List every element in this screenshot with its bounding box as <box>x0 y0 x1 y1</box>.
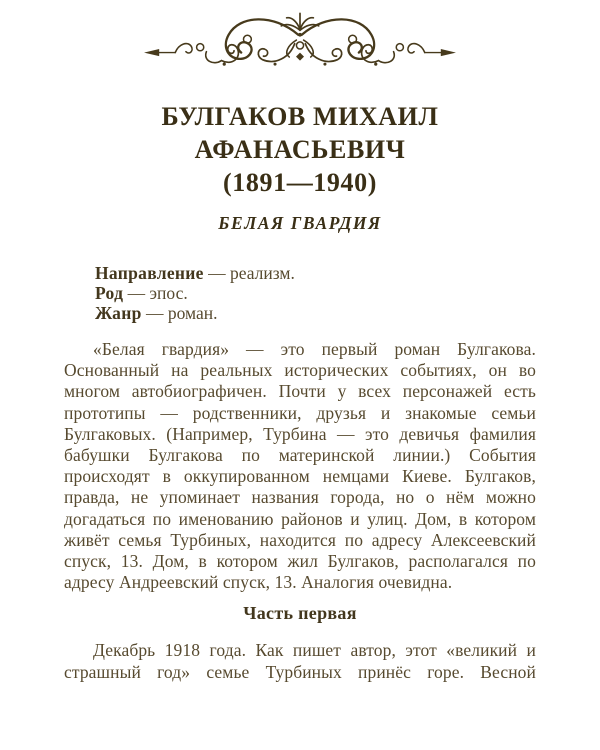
meta-genus <box>95 283 600 303</box>
author-heading <box>0 100 600 199</box>
work-title: БЕЛАЯ ГВАРДИЯ <box>218 213 382 233</box>
meta-genus-label: Род <box>95 283 124 303</box>
meta-genre <box>95 303 600 323</box>
decorative-flourish-icon <box>138 8 462 90</box>
author-years: (1891—1940) <box>223 168 377 197</box>
section-heading: Часть первая <box>243 603 357 624</box>
meta-direction-label: Направление <box>95 263 204 283</box>
section-paragraph: Декабрь 1918 года. Как пишет автор, этот «великий и страшный год» семье Турбиных принёс горе. Весной <box>64 640 536 682</box>
meta-direction-value: — реализм. <box>203 263 295 283</box>
author-name-line-1: БУЛГАКОВ МИХАИЛ <box>161 102 439 131</box>
intro-paragraph: «Белая гвардия» — это первый роман Булгакова. Основанный на реальных исторических событиях, он во многом автобиографичен. Почти у всех персонажей есть прототипы — родственники, друзья и знакомые семьи Булгаковых. (Например, Турбина — это девичья фамилия бабушки Булгакова по материнской линии.) События происходят в оккупированном немцами Киеве. Булгаков, правда, не упоминает названия города, но о нём можно догадаться по именованию районов и улиц. Дом, в котором живёт семья Турбиных, находится по адресу Алексеевский спуск, 13. Дом, в котором жил Булгаков, располагался по адресу Андреевский спуск, 13. Аналогия очевидна. <box>64 339 536 593</box>
meta-genre-label: Жанр <box>95 303 142 323</box>
author-name-line-2: АФАНАСЬЕВИЧ <box>194 135 406 164</box>
ornament-container <box>0 0 600 92</box>
meta-genre-value: — роман. <box>141 303 218 323</box>
meta-genus-value: — эпос. <box>123 283 188 303</box>
meta-direction <box>95 263 600 283</box>
meta-block <box>95 263 600 323</box>
